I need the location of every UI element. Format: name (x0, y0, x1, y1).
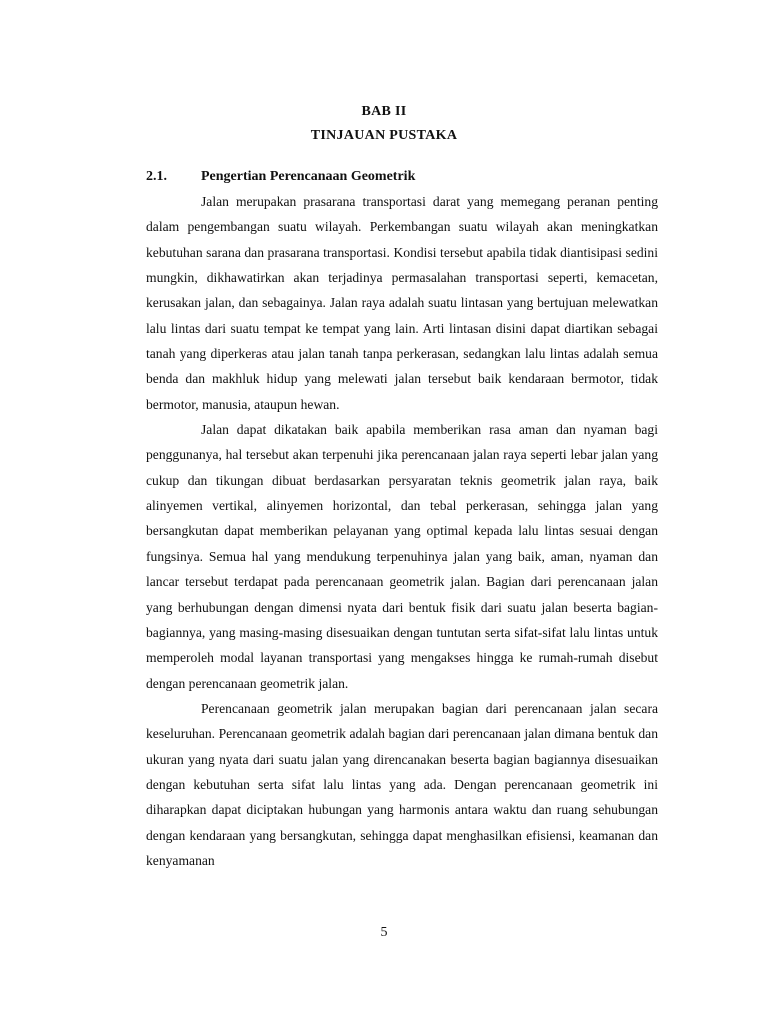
section-number: 2.1. (146, 169, 167, 184)
paragraph: Perencanaan geometrik jalan merupakan bagian dari perencanaan jalan secara keseluruhan. Perencanaan geometrik adalah bagian dari perencanaan jalan dimana bentuk dan ukuran yang nyata dari suatu jalan yang direncanakan beserta bagian bagiannya disesuaikan dengan kebutuhan serta sifat lalu lintas yang ada. Dengan perencanaan geometrik ini diharapkan dapat diciptakan hubungan yang harmonis antara waktu dan ruang sehubungan dengan kendaraan yang bersangkutan, sehingga dapat menghasilkan efisiensi, keamanan dan kenyamanan (146, 700, 658, 868)
body-text (146, 189, 658, 873)
chapter-label: BAB II (361, 104, 407, 119)
page-number: 5 (380, 925, 388, 940)
paragraph: Jalan merupakan prasarana transportasi darat yang memegang peranan penting dalam pengembangan suatu wilayah. Perkembangan suatu wilayah akan meningkatkan kebutuhan sarana dan prasarana transportasi. Kondisi tersebut apabila tidak diantisipasi sedini mungkin, dikhawatirkan akan terjadinya permasalahan transportasi seperti, kemacetan, kerusakan jalan, dan sebagainya. Jalan raya adalah suatu lintasan yang bertujuan melewatkan lalu lintas dari suatu tempat ke tempat yang lain. Arti lintasan disini dapat diartikan sebagai tanah yang diperkeras atau jalan tanah tanpa perkerasan, sedangkan lalu lintas adalah semua benda dan makhluk hidup yang melewati jalan tersebut baik kendaraan bermotor, tidak bermotor, manusia, ataupun hewan. (146, 194, 658, 412)
chapter-title: TINJAUAN PUSTAKA (310, 128, 458, 143)
paragraph: Jalan dapat dikatakan baik apabila memberikan rasa aman dan nyaman bagi penggunanya, hal tersebut akan terpenuhi jika perencanaan jalan raya seperti lebar jalan yang cukup dan tikungan dibuat berdasarkan persyaratan teknis geometrik jalan raya, baik alinyemen vertikal, alinyemen horizontal, dan tebal perkerasan, sehingga jalan yang bersangkutan dapat memberikan pelayanan yang optimal kepada lalu lintas sesuai dengan fungsinya. Semua hal yang mendukung terpenuhinya jalan yang baik, aman, nyaman dan lancar tersebut terdapat pada perencanaan geometrik jalan. Bagian dari perencanaan jalan yang berhubungan dengan dimensi nyata dari bentuk fisik dari suatu jalan beserta bagian-bagiannya, yang masing-masing disesuaikan dengan tuntutan serta sifat-sifat lalu lintas untuk memperoleh modal layanan transportasi yang mengakses hingga ke rumah-rumah disebut dengan perencanaan geometrik jalan. (146, 422, 658, 691)
section-title: Pengertian Perencanaan Geometrik (201, 169, 416, 184)
section-heading (146, 169, 415, 185)
